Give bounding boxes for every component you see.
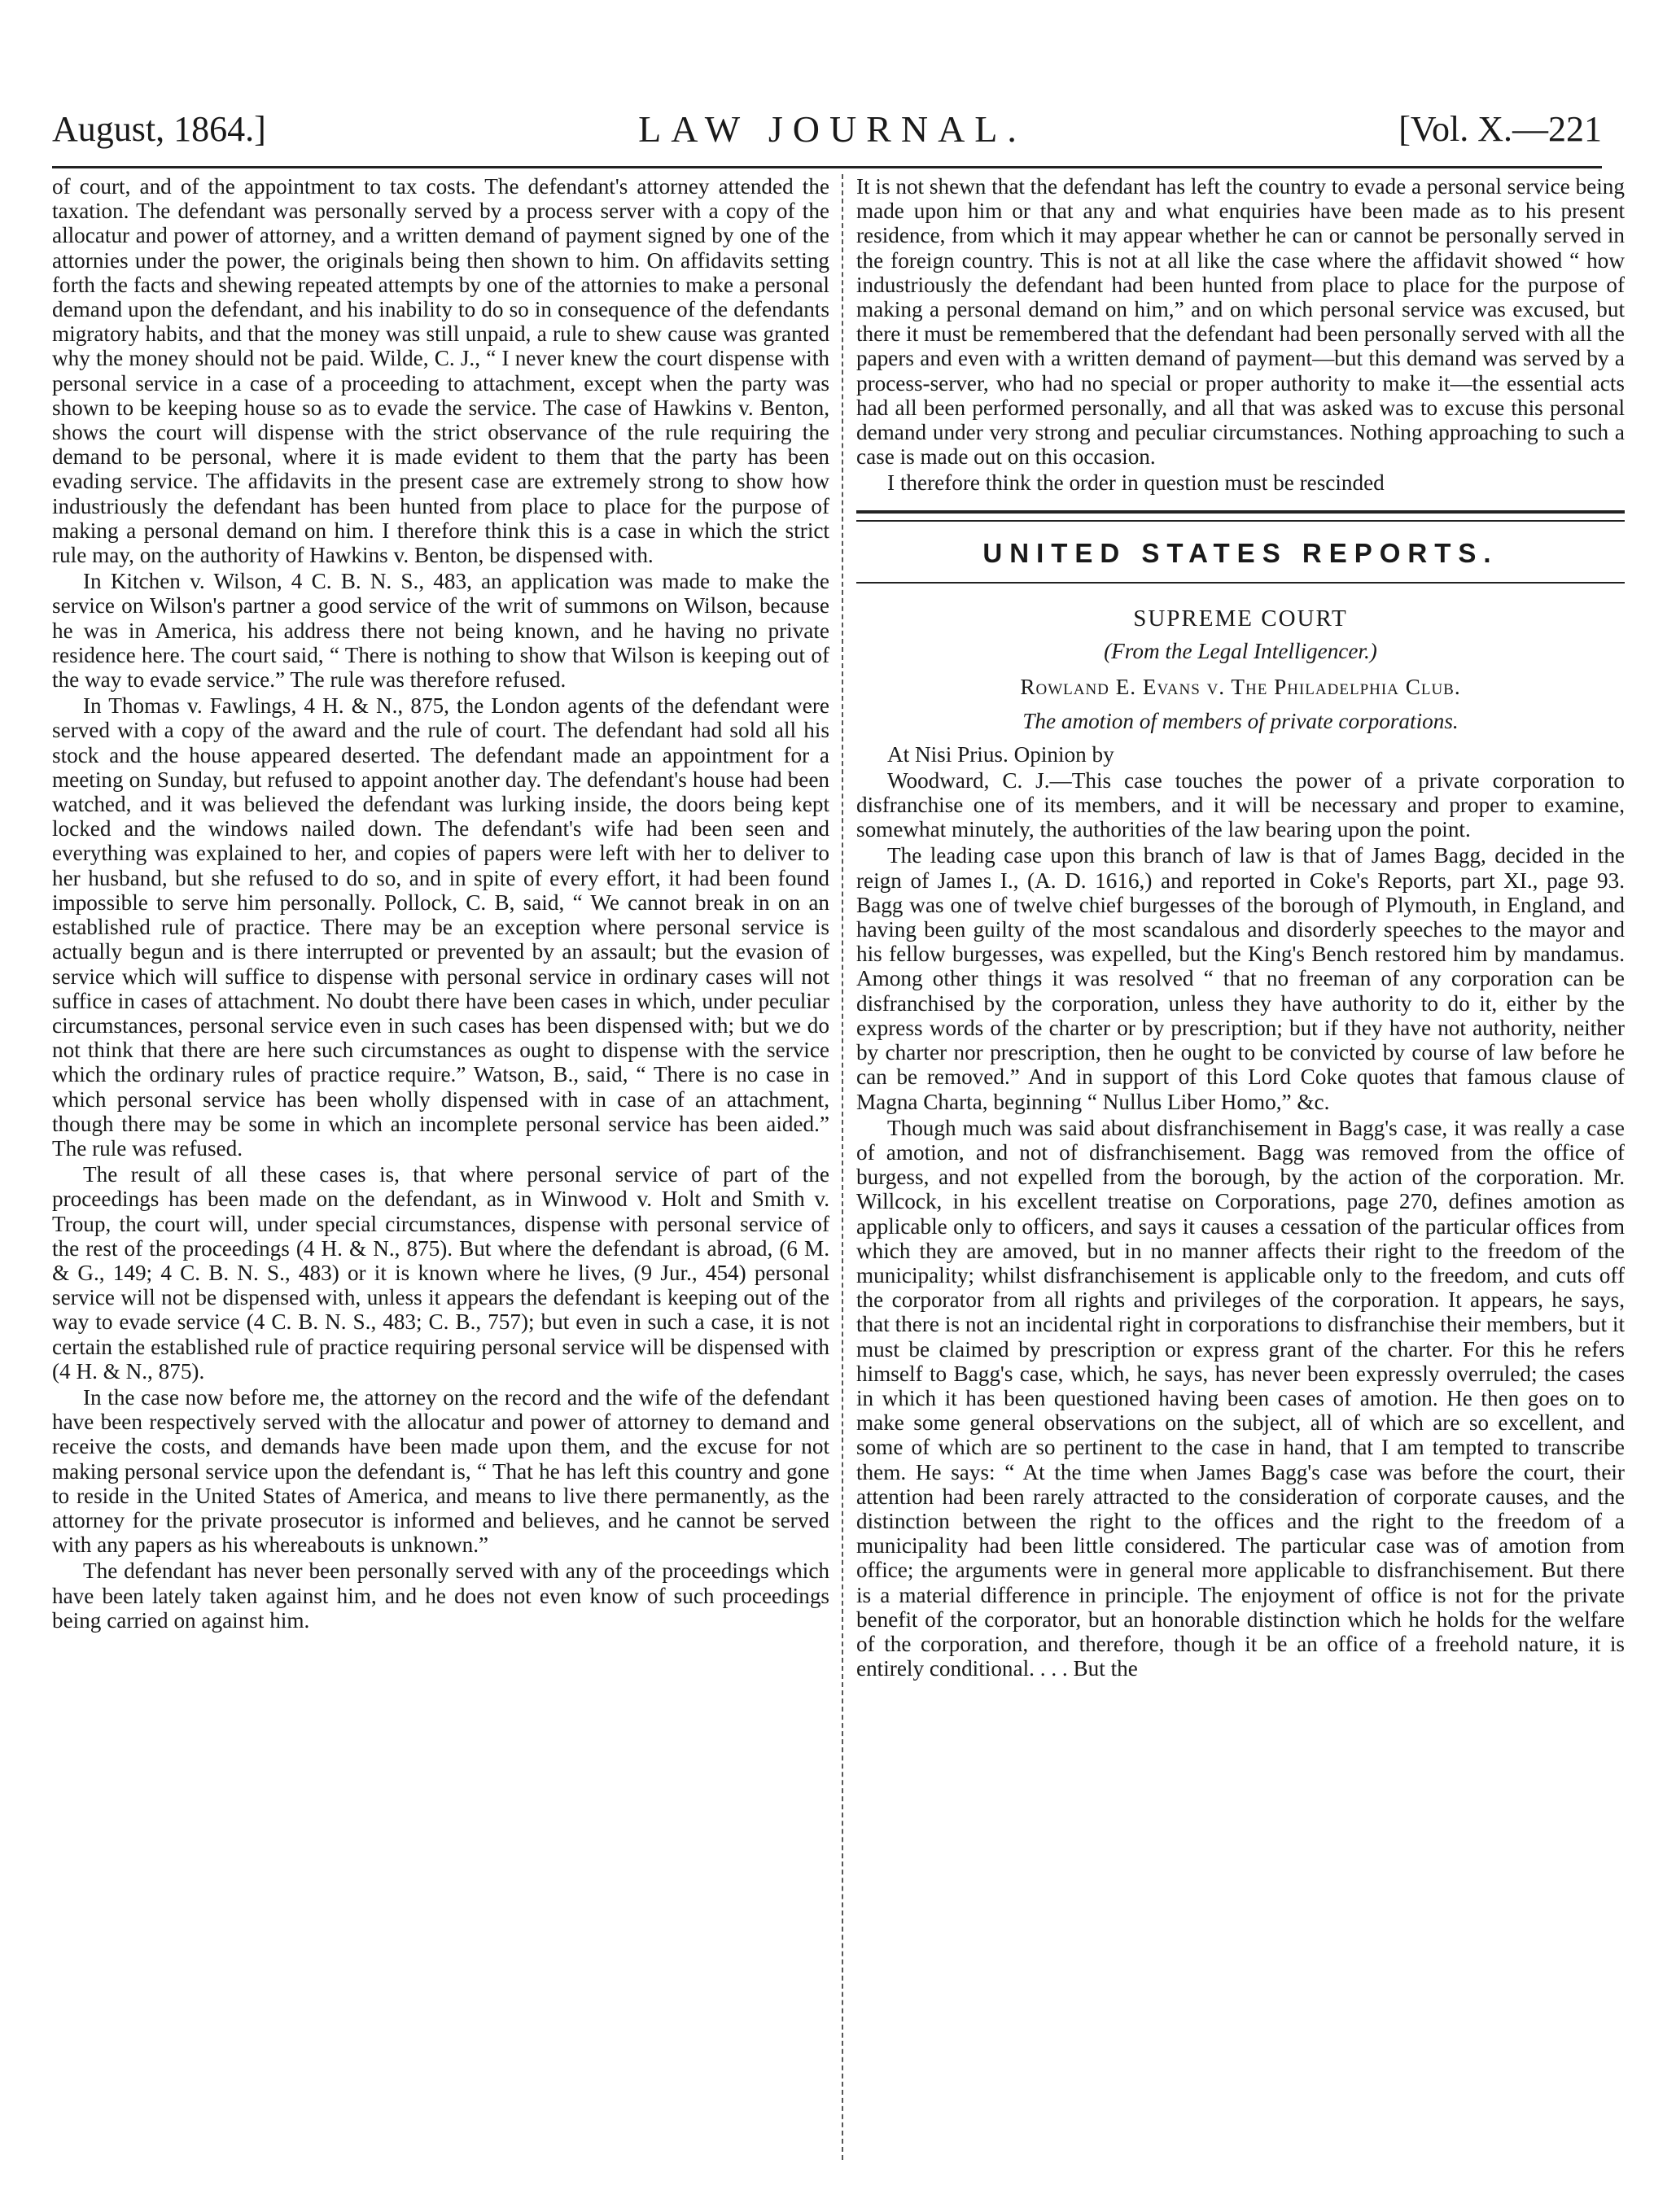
left-paragraph-4: The result of all these cases is, that where personal service of part of the proceedings has been made on the defendant, as in Winwood v. Holt and Smith v. Troup, the court will, under special circumstances, dispense with personal service of the rest of the proceedings (4 H. & N., 875). But where the defendant is abroad, (6 M. & G., 149; 4 C. B. N. S., 483) or it is known where he lives, (9 Jur., 454) personal service will not be dispensed with, unless it appears the defendant is keeping out of the way to evade service (4 C. B. N. S., 483; C. B., 757); but even in such a case, it is not certain the established rule of practice requiring personal service will be dispensed with (4 H. & N., 875). <box>52 1162 829 1384</box>
right-paragraph-2: I therefore think the order in question must be rescinded <box>887 470 1385 496</box>
section-title: UNITED STATES REPORTS. <box>982 537 1499 568</box>
header-title: LAW JOURNAL. <box>638 107 1026 150</box>
opinion-paragraph-3: Though much was said about disfranchisement in Bagg's case, it was really a case of amotion, and not of disfranchisement. Bagg was removed from the office of burgess, and not expelled from the borough, by the action of the corporation. Mr. Willcock, in his excellent treatise on Corporations, page 270, defines amotion as applicable only to officers, and says it causes a cessation of the particular offices from which they are amoved, but in no manner affects their right to the freedom of the municipality; whilst disfranchisement is applicable only to the freedom, and cuts off the corporator from all rights and privileges of the corporation. It appears, he says, that there is not an incidental right in corporations to disfranchise their members, but it must be claimed by prescription or express grant of the charter. For this he refers himself to Bagg's case, which, he says, has never been expressly overruled; the cases in which it has been questioned having been cases of amotion. He then goes on to make some general observations on the subject, all of which are so excellent, and some of which are so pertinent to the case in hand, that I am tempted to transcribe them. He says: “ At the time when James Bagg's case was before the court, their attention had been rarely attracted to the consideration of corporate causes, and the distinction between the right to the offices and the right to the freedom of a municipality had been little considered. The particular case was of amotion from office; the arguments were in general more applicable to disfranchisement. But there is a material difference in principle. The enjoyment of office is not for the private benefit of the corporator, but an honorable distinction which he holds for the welfare of the corporation, and therefore, though it be an office of a freehold nature, it is entirely conditional. . . . But the <box>856 1115 1625 1681</box>
section-title-rule <box>856 582 1625 584</box>
header-volume: [Vol. X.—221 <box>1398 108 1602 149</box>
right-paragraph-1: It is not shewn that the defendant has left the country to evade a personal service being made upon him or that any and what enquiries have been made as to his present residence, from which it may appear whether he can or cannot be personally served in the foreign country. This is not at all like the case where the affidavit showed “ how industriously the defendant had been hunted from place to place for the purpose of making a personal demand on him,” and on which personal service was excused, but there it must be remembered that the defendant had been personally served with all the papers and even with a written demand of payment—but this demand was served by a process-server, who had no special or proper authority to make it—the essential acts had all been performed personally, and all that was asked was to excuse this personal demand under very strong and peculiar circumstances. Nothing approaching to such a case is made out on this occasion. <box>856 174 1625 470</box>
header-rule <box>52 166 1602 168</box>
opinion-paragraph-1: Woodward, C. J.—This case touches the power of a private corporation to disfranchise one of its members, and it will be necessary and proper to examine, somewhat minutely, the authorities of the law bearing upon the point. <box>856 767 1625 842</box>
column-divider <box>842 174 844 2160</box>
court-heading: SUPREME COURT <box>1133 605 1348 632</box>
section-rule <box>856 510 1625 522</box>
page-header <box>52 96 1602 161</box>
opening-line: At Nisi Prius. Opinion by <box>887 741 1114 767</box>
left-column <box>52 174 829 2160</box>
left-paragraph-6: The defendant has never been personally served with any of the proceedings which have been lately taken against him, and he does not even know of such proceedings being carried on against him. <box>52 1558 829 1633</box>
source-line: (From the Legal Intelligencer.) <box>1104 639 1377 664</box>
opinion-paragraph-2: The leading case upon this branch of law is that of James Bagg, decided in the reign of James I., (A. D. 1616,) and reported in Coke's Reports, part XI., page 93. Bagg was one of twelve chief burgesses of the borough of Plymouth, in England, and having been guilty of the most scandalous and disorderly speeches to the mayor and his fellow burgesses, was expelled, but the King's Bench restored him by mandamus. Among other things it was resolved “ that no freeman of any corporation can be disfranchised by the corporation, unless they have authority to do it, either by the express words of the charter or by prescription; but if they have not authority, neither by charter nor prescription, then he ought to be convicted by course of law before he can be removed.” And in support of this Lord Coke quotes that famous clause of Magna Charta, beginning “ Nullus Liber Homo,” &c. <box>856 843 1625 1114</box>
left-paragraph-3: In Thomas v. Fawlings, 4 H. & N., 875, the London agents of the defendant were served with a copy of the award and the rule of court. The defendant had sold all his stock and the house appeared deserted. The defendant made an appointment for a meeting on Sunday, but refused to appoint another day. The defendant's house had been watched, and it was believed the defendant was lurking inside, the doors being kept locked and the windows nailed down. The defendant's wife had been seen and everything was explained to her, and copies of papers were left with her to deliver to her husband, but she refused to do so, and in spite of every effort, it had been found impossible to serve him personally. Pollock, C. B, said, “ We cannot break in on an established rule of practice. There may be an exception where personal service is actually begun and is there interrupted or prevented by an assault; but the evasion of service which will suffice to dispense with personal service in ordinary cases will not suffice in cases of attachment. No doubt there have been cases in which, under peculiar circumstances, personal service even in such cases has been dispensed with; but we do not think that there are here such circumstances as ought to dispense with the service which the ordinary rules of practice require.” Watson, B., said, “ There is no case in which personal service has been wholly dispensed with in case of an attachment, though there may be some in which an incomplete personal service has been aided.” The rule was refused. <box>52 693 829 1161</box>
case-subject: The amotion of members of private corporations. <box>1022 709 1459 734</box>
right-column <box>856 174 1625 2160</box>
case-title: Rowland E. Evans v. The Philadelphia Club. <box>1020 675 1461 700</box>
header-date: August, 1864.] <box>52 108 266 149</box>
left-paragraph-1: of court, and of the appointment to tax costs. The defendant's attorney attended the taxation. The defendant was personally served by a process server with a copy of the allocatur and power of attorney, and a written demand of payment signed by one of the attornies under the power, the originals being then shown to him. On affidavits setting forth the facts and shewing repeated attempts by one of the attornies to make a personal demand upon the defendant, and his inability to do so in consequence of the defendants migratory habits, and that the money was still unpaid, a rule to shew cause was granted why the money should not be paid. Wilde, C. J., “ I never knew the court dispense with personal service in a case of a proceeding to attachment, except when the party was shown to be keeping house so as to evade the service. The case of Hawkins v. Benton, shows the court will dispense with the strict observance of the rule requiring the demand to be personal, where it is made evident to them that the party has been evading service. The affidavits in the present case are extremely strong to show how industriously the defendant has been hunted from place to place for the purpose of making a personal demand on him. I therefore think this is a case in which the strict rule may, on the authority of Hawkins v. Benton, be dispensed with. <box>52 174 829 568</box>
left-paragraph-2: In Kitchen v. Wilson, 4 C. B. N. S., 483, an application was made to make the service on Wilson's partner a good service of the writ of summons on Wilson, because he was in America, his address there not being known, and he having no private residence here. The court said, “ There is nothing to show that Wilson is keeping out of the way to evade service.” The rule was therefore refused. <box>52 569 829 693</box>
left-paragraph-5: In the case now before me, the attorney on the record and the wife of the defendant have been respectively served with the allocatur and power of attorney to demand and receive the costs, and demands have been made upon them, and the excuse for not making personal service upon the defendant is, “ That he has left this country and gone to reside in the United States of America, and means to live there permanently, as the attorney for the private prosecutor is informed and believes, and he cannot be served with any papers as his whereabouts is unknown.” <box>52 1384 829 1558</box>
